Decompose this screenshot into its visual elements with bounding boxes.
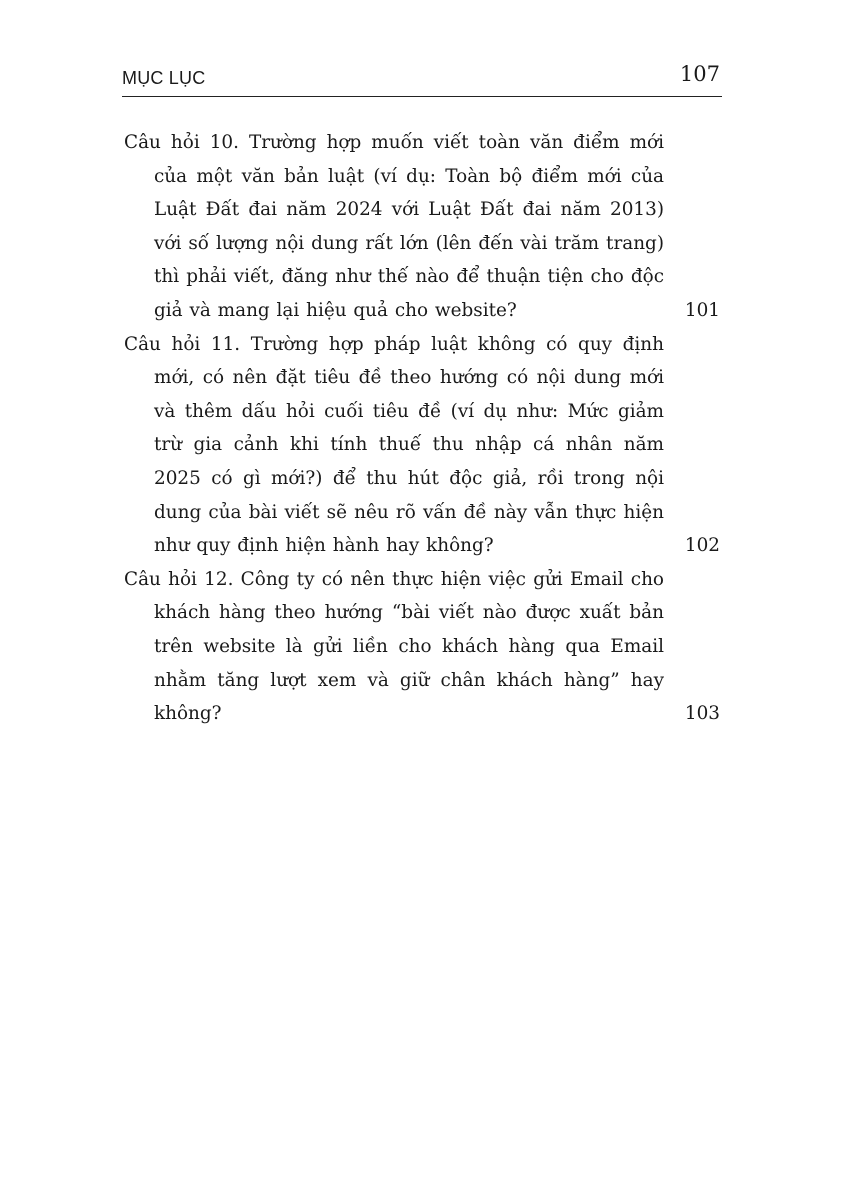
page-number: 107 [679,62,720,86]
toc-entry-page: 102 [684,535,720,557]
table-of-contents [124,126,722,731]
toc-entry-page: 101 [684,299,720,321]
toc-entry-title: Câu hỏi 10. Trường hợp muốn viết toàn văn điểm mới của một văn bản luật (ví dụ: Toàn bộ điểm mới của Luật Đất đai năm 2024 với Luật Đất đai năm 2013) với số lượng nội dung rất lớn (lên đến vài trăm trang) thì phải viết, đăng như thế nào để thuận tiện cho độc giả và mang lại hiệu quả cho website? [124,132,664,321]
toc-entry[interactable] [124,563,722,731]
toc-entry-title: Câu hỏi 12. Công ty có nên thực hiện việc gửi Email cho khách hàng theo hướng “bài viết nào được xuất bản trên website là gửi liền cho khách hàng qua Email nhằm tăng lượt xem và giữ chân khách hàng” hay không? [124,568,664,725]
toc-entry[interactable] [124,328,722,563]
toc-entry-title: Câu hỏi 11. Trường hợp pháp luật không có quy định mới, có nên đặt tiêu đề theo hướng có nội dung mới và thêm dấu hỏi cuối tiêu đề (ví dụ như: Mức giảm trừ gia cảnh khi tính thuế thu nhập cá nhân năm 2025 có gì mới?) để thu hút độc giả, rồi trong nội dung của bài viết sẽ nêu rõ vấn đề này vẫn thực hiện như quy định hiện hành hay không? [124,333,664,557]
page-header [122,62,722,97]
toc-entry-page: 103 [684,703,720,725]
toc-entry[interactable] [124,126,722,328]
running-header-title: MỤC LỤC [122,68,206,88]
